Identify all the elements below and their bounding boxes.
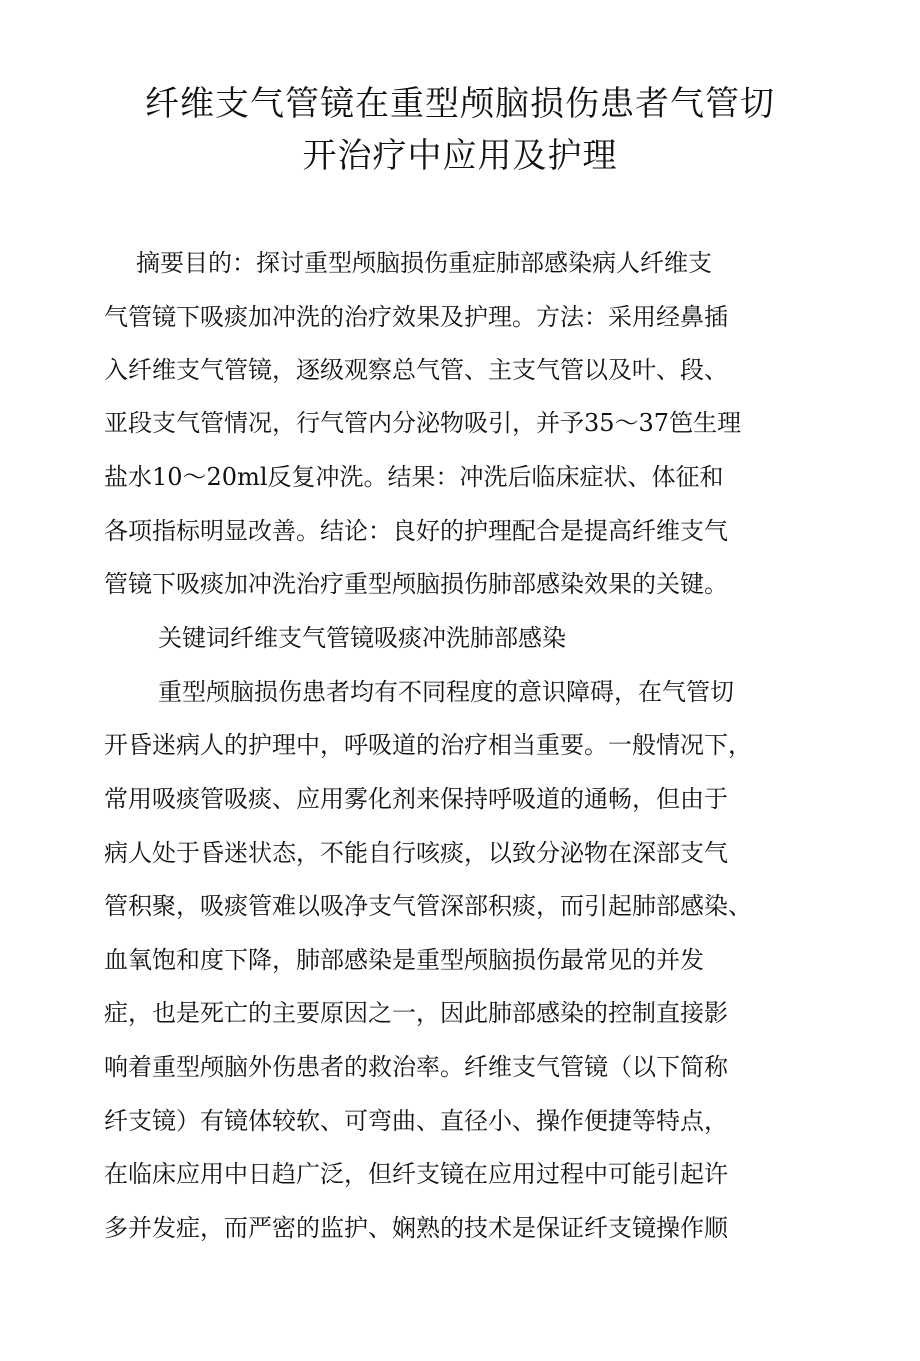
abstract-line-2: 气管镜下吸痰加冲洗的治疗效果及护理。方法：采用经鼻插: [104, 303, 728, 331]
body-line-3: 常用吸痰管吸痰、应用雾化剂来保持呼吸道的通畅，但由于: [104, 785, 728, 813]
abstract-line-1: 摘要目的：探讨重型颅脑损伤重症肺部感染病人纤维支: [136, 249, 712, 277]
abstract-line-4: 亚段支气管情况，行气管内分泌物吸引，并予35～37笆生理: [104, 409, 742, 437]
document-title-line-2: 开治疗中应用及护理: [302, 136, 618, 176]
abstract-line-3: 入纤维支气管镜，逐级观察总气管、主支气管以及叶、段、: [104, 356, 728, 384]
abstract-line-6: 各项指标明显改善。结论：良好的护理配合是提高纤维支气: [104, 517, 728, 545]
body-line-2: 开昏迷病人的护理中，呼吸道的治疗相当重要。一般情况下，: [104, 731, 752, 759]
body-line-7: 症，也是死亡的主要原因之一，因此肺部感染的控制直接影: [104, 999, 728, 1027]
body-line-1: 重型颅脑损伤患者均有不同程度的意识障碍，在气管切: [158, 678, 734, 706]
body-line-11: 多并发症，而严密的监护、娴熟的技术是保证纤支镜操作顺: [104, 1214, 728, 1242]
abstract-line-5: 盐水10～20ml反复冲洗。结果：冲洗后临床症状、体征和: [104, 463, 724, 491]
body-line-4: 病人处于昏迷状态，不能自行咳痰，以致分泌物在深部支气: [104, 839, 728, 867]
body-line-9: 纤支镜）有镜体较软、可弯曲、直径小、操作便捷等特点，: [104, 1107, 728, 1135]
abstract-line-7: 管镜下吸痰加冲洗治疗重型颅脑损伤肺部感染效果的关键。: [104, 570, 728, 598]
document-title-line-1: 纤维支气管镜在重型颅脑损伤患者气管切: [145, 84, 775, 124]
body-line-6: 血氧饱和度下降，肺部感染是重型颅脑损伤最常见的并发: [104, 946, 704, 974]
keywords-line: 关键词纤维支气管镜吸痰冲洗肺部感染: [158, 624, 566, 652]
body-line-10: 在临床应用中日趋广泛，但纤支镜在应用过程中可能引起许: [104, 1160, 728, 1188]
body-line-8: 响着重型颅脑外伤患者的救治率。纤维支气管镜（以下简称: [104, 1053, 728, 1081]
body-line-5: 管积聚，吸痰管难以吸净支气管深部积痰，而引起肺部感染、: [104, 892, 752, 920]
